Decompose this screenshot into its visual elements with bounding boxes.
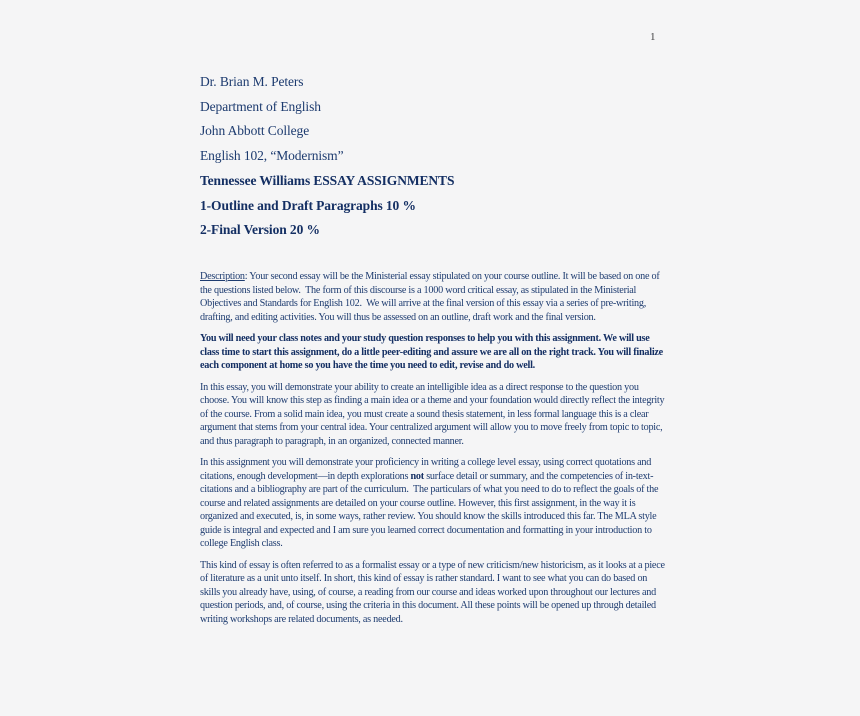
department-line: Department of English (200, 98, 321, 114)
proficiency-not-emphasis: not (410, 470, 424, 482)
document-body (200, 270, 668, 634)
paragraph-class-notes: You will need your class notes and your study question responses to help you with this assignment. We will use class time to start this assignment, do a little peer-editing and assure we are all on the right track. You will finalize each component at home so you have the time you need to edit, revise and do well. (200, 333, 666, 371)
description-text: : Your second essay will be the Ministerial essay stipulated on your course outline. It will be based on one of the questions listed below. The form of this discourse is a 1000 word critical essay, as stipulated in the Ministerial Objectives and Standards for English 102. We will arrive at the final version of this essay via a series of pre-writing, drafting, and editing activities. You will thus be assessed on an outline, draft work and the final version. (200, 271, 662, 323)
author-name: Dr. Brian M. Peters (200, 74, 304, 89)
paragraph-description (200, 270, 665, 324)
paragraph-formalist: This kind of essay is often referred to as a formalist essay or a type of new criticism/new historicism, as it looks at a piece of literature as a unit unto itself. In short, this kind of essay is rather standard. I want to see what you can do based on skills you already have, using, of course, a reading from our course and ideas worked upon throughout our lectures and question periods, and, of course, using the criteria in this document. All these points will be opened up through detailed writing workshops are related documents, as needed. (200, 559, 668, 625)
grading-item-outline: 1-Outline and Draft Paragraphs 10 % (200, 197, 416, 213)
description-label: Description (200, 271, 245, 282)
course-line: English 102, “Modernism” (200, 148, 344, 164)
author-header-block (200, 70, 454, 243)
proficiency-text-end: surface detail or summary, and the competencies of in-text-citations and a bibliography are part of the curriculum. The particulars of what you need to do to reflect the goals of the course and related assignments are detailed on your course outline. However, this first assignment, in the way it is organized and executed, is, in some ways, rather review. You should know the skills introduced this far. The MLA style guide is integral and expected and I am sure you learned correct documentation and formatting in your introduction to college English class. (200, 470, 661, 549)
paragraph-essay-goals: In this essay, you will demonstrate your ability to create an intelligible idea as a direct response to the question you choose. You will know this step as finding a main idea or a theme and your foundation would directly reflect the integrity of the course. From a solid main idea, you must create a sound thesis statement, in less formal language this is a clear argument that stems from your central idea. Your centralized argument will allow you to move freely from topic to topic, and thus paragraph to paragraph, in an organized, connected manner. (200, 381, 667, 447)
grading-item-final-version: 2-Final Version 20 % (200, 222, 320, 238)
paragraph-proficiency (200, 456, 665, 551)
college-line: John Abbott College (200, 123, 310, 139)
proficiency-text-start: In this assignment you will demonstrate your proficiency in writing a college level essay, using correct quotations and citations, enough development—in depth explorations (200, 457, 654, 482)
assignment-title: Tennessee Williams ESSAY ASSIGNMENTS (200, 172, 455, 188)
page-number: 1 (650, 31, 656, 43)
